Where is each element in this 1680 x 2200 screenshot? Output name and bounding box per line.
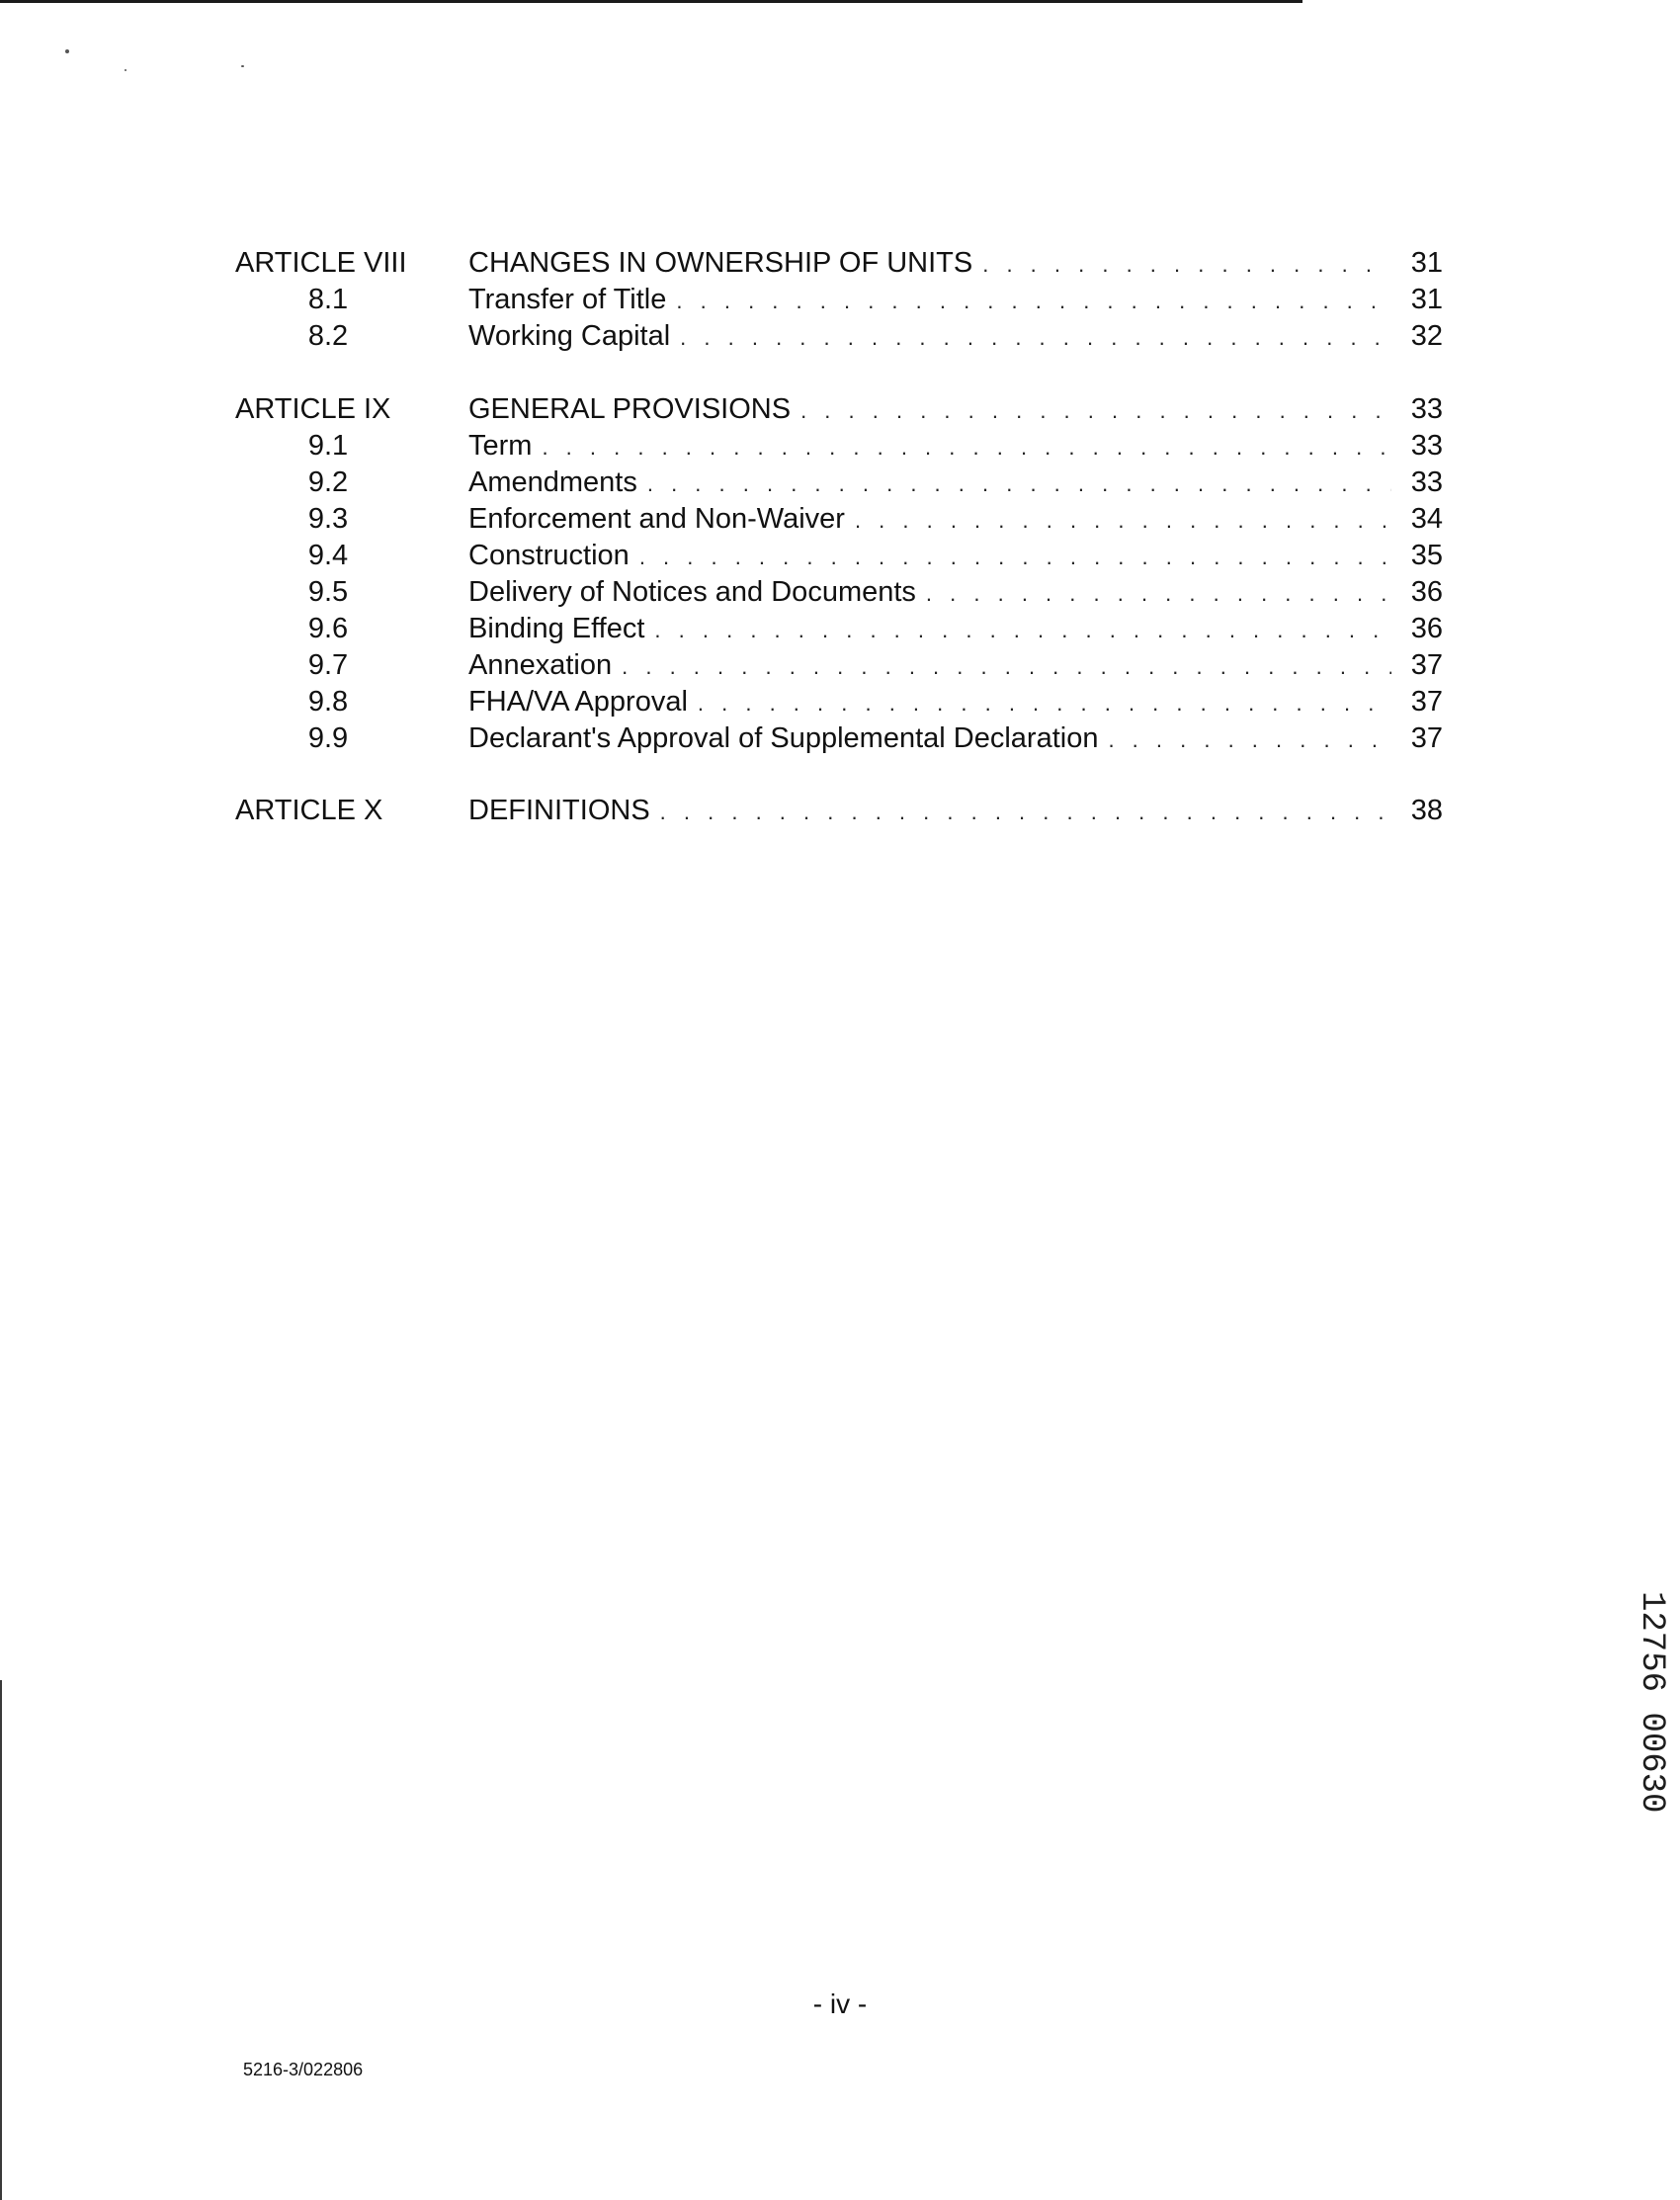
toc-section-row — [0, 720, 1680, 756]
toc-article-row — [0, 391, 1680, 427]
dot-leader — [542, 430, 1391, 464]
toc-entry — [468, 465, 1391, 500]
toc-section-title: FHA/VA Approval — [468, 686, 688, 718]
toc-page-number: 36 — [1410, 576, 1443, 608]
toc-section-number: 9.8 — [307, 686, 349, 718]
scanned-stamp-number: 12756 00630 — [1633, 1591, 1670, 1814]
toc-entry — [468, 318, 1391, 354]
toc-section-row — [0, 611, 1680, 646]
toc-section-title: Term — [468, 430, 533, 462]
toc-section-row — [0, 282, 1680, 317]
toc-section-number: 9.2 — [307, 466, 349, 498]
dot-leader — [698, 686, 1391, 719]
toc-section-title: Annexation — [468, 649, 613, 681]
toc-section-number: 9.3 — [307, 503, 349, 535]
toc-section-row — [0, 318, 1680, 354]
toc-section-title: Amendments — [468, 466, 637, 498]
toc-entry — [468, 245, 1391, 281]
toc-section-row — [0, 538, 1680, 573]
dot-leader — [926, 576, 1391, 610]
dot-leader — [855, 503, 1391, 537]
toc-section-title: Declarant's Approval of Supplemental Declaration — [468, 722, 1099, 754]
toc-entry — [468, 574, 1391, 610]
toc-page-number: 35 — [1410, 540, 1443, 571]
scan-left-edge — [0, 1680, 2, 2200]
scan-speck — [65, 49, 69, 53]
dot-leader — [622, 649, 1391, 683]
toc-entry — [468, 391, 1391, 427]
toc-article-number: ARTICLE IX — [235, 393, 391, 425]
dot-leader — [660, 795, 1391, 828]
dot-leader — [676, 284, 1391, 317]
dot-leader — [800, 393, 1391, 427]
toc-section-number: 9.4 — [307, 540, 349, 571]
dot-leader — [680, 320, 1391, 354]
toc-section-number: 9.7 — [307, 649, 349, 681]
toc-section-title: Working Capital — [468, 320, 671, 352]
toc-section-title: Enforcement and Non-Waiver — [468, 503, 845, 535]
toc-section-number: 9.9 — [307, 722, 349, 754]
toc-section-row — [0, 501, 1680, 537]
toc-section-title: Transfer of Title — [468, 284, 667, 315]
toc-article-row — [0, 793, 1680, 828]
toc-entry — [468, 647, 1391, 683]
toc-entry — [468, 538, 1391, 573]
toc-article-title: CHANGES IN OWNERSHIP OF UNITS — [468, 247, 973, 279]
toc-page-number: 31 — [1410, 247, 1443, 279]
toc-article-number: ARTICLE X — [235, 795, 383, 826]
dot-leader — [1108, 722, 1391, 756]
toc-entry — [468, 720, 1391, 756]
toc-article-row — [0, 245, 1680, 281]
document-code: 5216-3/022806 — [243, 2060, 364, 2079]
toc-article-number: ARTICLE VIII — [235, 247, 407, 279]
dot-leader — [654, 613, 1391, 646]
toc-page-number: 32 — [1410, 320, 1443, 352]
toc-page-number: 36 — [1410, 613, 1443, 644]
toc-section-row — [0, 428, 1680, 464]
scan-speck — [241, 65, 244, 67]
toc-entry — [468, 793, 1391, 828]
scan-speck — [125, 69, 126, 71]
dot-leader — [639, 540, 1391, 573]
toc-section-title: Delivery of Notices and Documents — [468, 576, 916, 608]
toc-page-number: 33 — [1410, 393, 1443, 425]
scan-top-edge — [0, 0, 1302, 3]
toc-page-number: 34 — [1410, 503, 1443, 535]
toc-page-number: 33 — [1410, 466, 1443, 498]
toc-section-number: 9.6 — [307, 613, 349, 644]
toc-article-title: DEFINITIONS — [468, 795, 650, 826]
dot-leader — [982, 247, 1391, 281]
toc-page-number: 33 — [1410, 430, 1443, 462]
toc-section-row — [0, 465, 1680, 500]
toc-entry — [468, 428, 1391, 464]
toc-page-number: 37 — [1410, 686, 1443, 718]
toc-entry — [468, 611, 1391, 646]
toc-section-number: 8.1 — [307, 284, 349, 315]
toc-entry — [468, 501, 1391, 537]
dot-leader — [647, 466, 1391, 500]
toc-section-title: Binding Effect — [468, 613, 645, 644]
toc-section-row — [0, 574, 1680, 610]
toc-page-number: 37 — [1410, 649, 1443, 681]
toc-section-row — [0, 684, 1680, 719]
toc-page-number: 31 — [1410, 284, 1443, 315]
page-number: - iv - — [812, 1988, 868, 2019]
toc-article-title: GENERAL PROVISIONS — [468, 393, 792, 425]
toc-page-number: 37 — [1410, 722, 1443, 754]
toc-entry — [468, 282, 1391, 317]
toc-section-title: Construction — [468, 540, 630, 571]
toc-section-number: 8.2 — [307, 320, 349, 352]
toc-section-row — [0, 647, 1680, 683]
toc-entry — [468, 684, 1391, 719]
toc-section-number: 9.5 — [307, 576, 349, 608]
toc-section-number: 9.1 — [307, 430, 349, 462]
toc-page-number: 38 — [1410, 795, 1443, 826]
